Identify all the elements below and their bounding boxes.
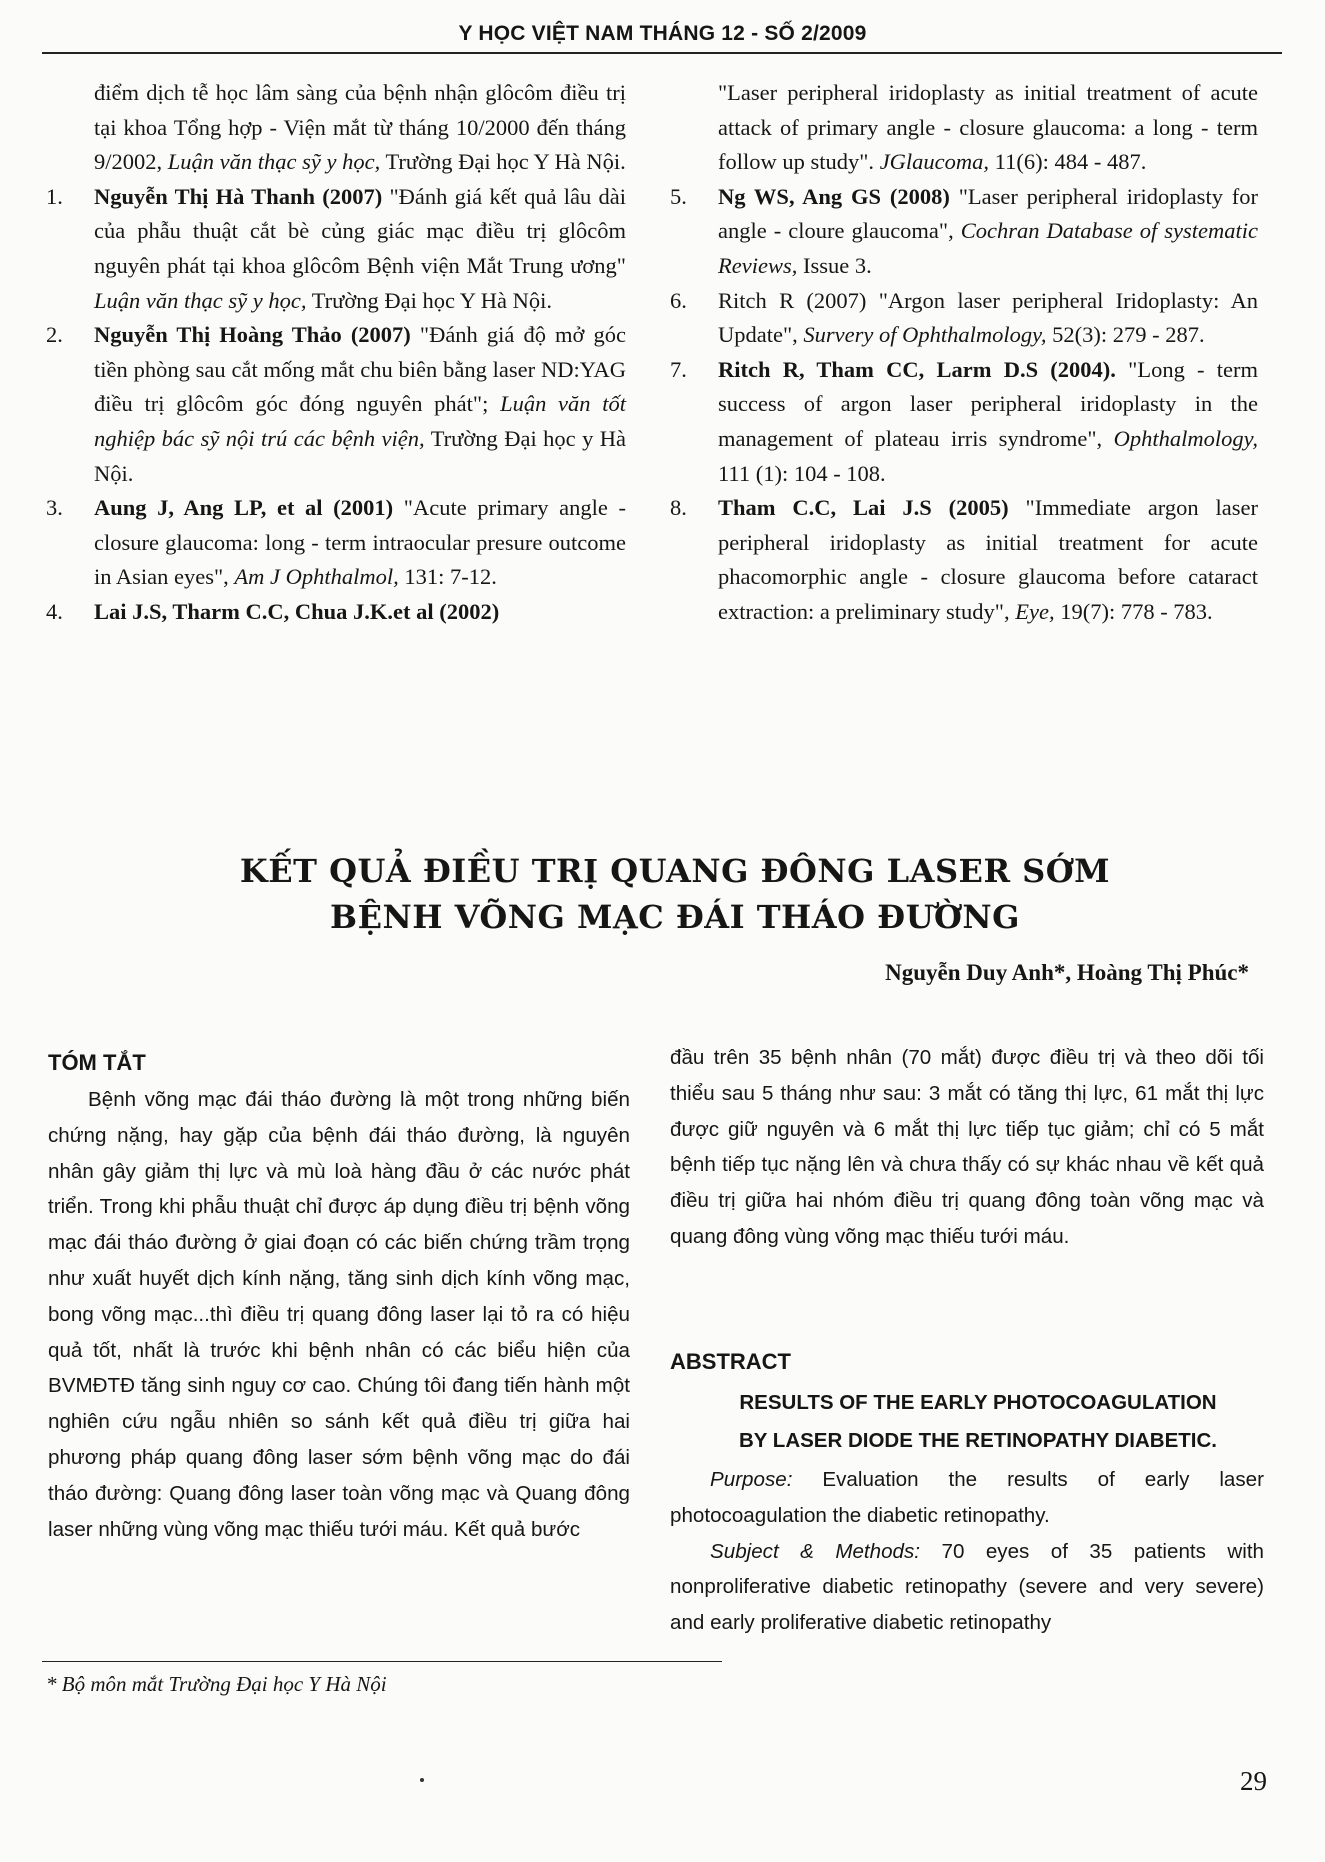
reference-authors: Tham C.C, Lai J.S (2005) [718, 495, 1009, 521]
abstract-title-line-2: BY LASER DIODE THE RETINOPATHY DIABETIC. [739, 1429, 1217, 1452]
reference-tail: 131: 7-12. [404, 564, 497, 590]
summary-paragraph: Bệnh võng mạc đái tháo đường là một trong những biến chứng nặng, hay gặp của bệnh đái tháo đường, là nguyên nhân gây giảm thị lực và mù loà hàng đầu ở các nước phát triển. Trong khi phẫu thuật chỉ được áp dụng điều trị bệnh võng mạc đái tháo đường ở giai đoạn có các biến chứng trầm trọng như xuất huyết dịch kính nặng, tăng sinh dịch kính võng mạc, bong võng mạc...thì điều trị quang đông laser lại tỏ ra có hiệu quả tốt, nhất là trước khi bệnh nhân có các biểu hiện của BVMĐTĐ tăng sinh nguy cơ cao. Chúng tôi đang tiến hành một nghiên cứu ngẫu nhiên so sánh kết quả điều trị giữa hai phương pháp quang đông laser sớm bệnh võng mạc do đái tháo đường: Quang đông laser toàn võng mạc và Quang đông laser những vùng võng mạc thiếu tưới máu. Kết quả bước [48, 1088, 630, 1541]
reference-text: "Laser peripheral iridoplasty as initial treatment of acute attack of primary angle - closure glaucoma: a long - term follow up study". [718, 80, 1258, 175]
reference-number: 6. [670, 287, 687, 313]
journal-header: Y HỌC VIỆT NAM THÁNG 12 - SỐ 2/2009 [458, 22, 867, 45]
reference-authors: Nguyễn Thị Hoàng Thảo (2007) [94, 322, 411, 348]
reference-text: "Long - term success of argon laser peripheral iridoplasty in the management of plateau irris syndrome", [718, 356, 1259, 451]
reference-authors: Ritch R, Tham CC, Larm D.S (2004). [718, 356, 1116, 382]
article-title-line-1: KẾT QUẢ ĐIỀU TRỊ QUANG ĐÔNG LASER SỚM [239, 852, 1111, 890]
reference-source: Am J Ophthalmol, [234, 564, 399, 590]
reference-item [670, 353, 1258, 491]
reference-number: 2. [46, 322, 63, 348]
abstract-title-line-1: RESULTS OF THE EARLY PHOTOCOAGULATION [739, 1391, 1217, 1414]
reference-item [670, 180, 1258, 284]
purpose-label: Purpose: [710, 1468, 793, 1491]
stray-mark [420, 1778, 424, 1782]
references-left [46, 76, 626, 630]
reference-item [670, 76, 1258, 180]
summary-right-text [670, 1040, 1264, 1255]
reference-source: Luận văn thạc sỹ y học, [94, 287, 307, 313]
reference-tail: 11(6): 484 - 487. [994, 149, 1147, 175]
reference-tail: Trường Đại học Y Hà Nội. [385, 149, 626, 175]
abstract-methods [670, 1534, 1264, 1641]
reference-item [670, 491, 1258, 629]
reference-tail: 19(7): 778 - 783. [1060, 598, 1213, 624]
reference-authors: Ng WS, Ang GS (2008) [718, 183, 950, 209]
article-authors: Nguyễn Duy Anh*, Hoàng Thị Phúc* [885, 960, 1249, 985]
reference-item [46, 318, 626, 491]
reference-source: JGlaucoma, [879, 149, 990, 175]
reference-text: điểm dịch tễ học lâm sàng của bệnh nhận glôcôm điều trị tại khoa Tổng hợp - Viện mắt từ tháng 10/2000 đến tháng 9/2002, [94, 80, 626, 175]
reference-authors: Nguyễn Thị Hà Thanh (2007) [94, 183, 383, 209]
reference-source: Ophthalmology, [1113, 425, 1258, 451]
methods-label: Subject & Methods: [710, 1539, 921, 1563]
reference-item [46, 491, 626, 595]
reference-tail: Trường Đại học Y Hà Nội. [311, 287, 553, 313]
reference-number: 3. [46, 495, 63, 521]
reference-item [46, 180, 626, 318]
reference-tail: 52(3): 279 - 287. [1052, 322, 1205, 348]
abstract-heading: ABSTRACT [670, 1349, 791, 1374]
page-number: 29 [1240, 1766, 1267, 1796]
reference-source: Luận văn thạc sỹ y học, [167, 149, 381, 175]
reference-source: Survery of Ophthalmology, [803, 322, 1047, 348]
reference-number: 7. [670, 356, 687, 382]
reference-authors: Aung J, Ang LP, et al (2001) [94, 495, 394, 521]
reference-text: "Đánh giá kết quả lâu dài của phẫu thuật cắt bè củng giác mạc điều trị glôcôm nguyên phát tại khoa glôcôm Bệnh viện Mắt Trung ương" [94, 183, 627, 278]
reference-number: 1. [46, 183, 63, 209]
methods-text: 70 eyes of 35 patients with nonproliferative diabetic retinopathy (severe and very severe) and early proliferative diabetic retinopathy [670, 1539, 1264, 1635]
reference-item [670, 284, 1258, 353]
summary-heading: TÓM TẮT [48, 1050, 146, 1075]
reference-number: 5. [670, 183, 687, 209]
header-divider [42, 52, 1282, 54]
reference-text: "Laser peripheral iridoplasty for angle - cloure glaucoma", [718, 183, 1259, 244]
reference-text: "Immediate argon laser peripheral iridoplasty as initial treatment for acute phacomorphic angle - closure glaucoma before cataract extraction: a preliminary study", [718, 495, 1258, 624]
reference-item [46, 595, 626, 630]
reference-text: Ritch R (2007) "Argon laser peripheral Iridoplasty: An Update", [718, 287, 1258, 348]
reference-tail: Trường Đại học y Hà Nội. [94, 425, 627, 486]
reference-text: "Acute primary angle - closure glaucoma: long - term intraocular presure outcome in Asian eyes", [94, 495, 627, 590]
reference-authors: Lai J.S, Tharm C.C, Chua J.K.et al (2002) [94, 598, 500, 624]
footnote: * Bộ môn mắt Trường Đại học Y Hà Nội [46, 1672, 387, 1696]
article-title-line-2: BỆNH VÕNG MẠC ĐÁI THÁO ĐƯỜNG [330, 898, 1020, 936]
summary-paragraph-continued: đầu trên 35 bệnh nhân (70 mắt) được điều trị và theo dõi tối thiểu sau 5 tháng như sau: 3 mắt có tăng thị lực, 61 mắt thị lực được giữ nguyên và 6 mắt thị lực tiếp tục giảm; chỉ có 5 mắt bệnh tiếp tục nặng lên và chưa thấy có sự khác nhau về kết quả điều trị giữa hai nhóm điều trị quang đông toàn võng mạc và quang đông vùng võng mạc thiếu tưới máu. [670, 1046, 1264, 1248]
reference-source: Luận văn tốt nghiệp bác sỹ nội trú các bệnh viện, [94, 391, 626, 451]
reference-tail: 111 (1): 104 - 108. [718, 460, 886, 486]
abstract-purpose [670, 1462, 1264, 1534]
reference-text: "Đánh giá độ mở góc tiền phòng sau cắt mống mắt chu biên bằng laser ND:YAG điều trị glôcôm góc đóng nguyên phát"; [94, 322, 626, 417]
reference-number: 8. [670, 495, 687, 521]
reference-number: 4. [46, 598, 63, 624]
reference-source: Eye, [1015, 598, 1055, 624]
purpose-text: Evaluation the results of early laser photocoagulation the diabetic retinopathy. [670, 1468, 1264, 1527]
abstract-body [670, 1462, 1264, 1641]
footnote-divider [42, 1661, 722, 1662]
reference-item [46, 76, 626, 180]
reference-source: Cochran Database of systematic Reviews, [718, 218, 1258, 278]
reference-tail: Issue 3. [802, 252, 872, 278]
references-right [670, 76, 1258, 630]
summary-left-text [48, 1082, 630, 1547]
